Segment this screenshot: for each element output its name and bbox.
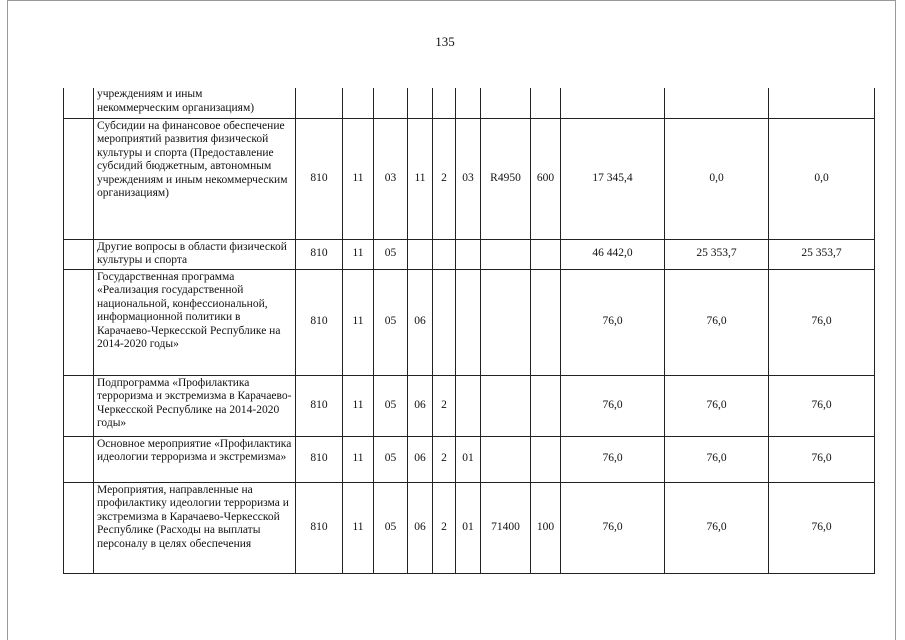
cell-c6 bbox=[456, 375, 481, 436]
row-index-cell bbox=[64, 118, 94, 239]
cell-v2: 76,0 bbox=[665, 482, 769, 573]
cell-c7 bbox=[481, 239, 531, 269]
table-row bbox=[64, 239, 875, 269]
cell-c5 bbox=[433, 239, 456, 269]
cell-c2: 11 bbox=[343, 269, 374, 375]
cell-v2: 25 353,7 bbox=[665, 239, 769, 269]
cell-c5: 2 bbox=[433, 482, 456, 573]
cell-c8 bbox=[531, 436, 561, 482]
row-index-cell bbox=[64, 239, 94, 269]
cell-c5: 2 bbox=[433, 118, 456, 239]
row-index-cell bbox=[64, 375, 94, 436]
cell-c7 bbox=[481, 269, 531, 375]
cell-c3: 05 bbox=[374, 482, 408, 573]
table-row bbox=[64, 88, 875, 118]
cell-c8 bbox=[531, 88, 561, 118]
cell-c1: 810 bbox=[296, 118, 343, 239]
cell-c7 bbox=[481, 88, 531, 118]
cell-v2: 76,0 bbox=[665, 436, 769, 482]
budget-table bbox=[63, 88, 875, 574]
table-row bbox=[64, 482, 875, 573]
cell-c2: 11 bbox=[343, 239, 374, 269]
cell-c1: 810 bbox=[296, 436, 343, 482]
cell-c5 bbox=[433, 88, 456, 118]
row-description: Государственная программа «Реализация государственной национальной, конфессиональной, информационной политики в Карачаево-Черкесской Республике на 2014-2020 годы» bbox=[94, 269, 296, 375]
cell-v1: 76,0 bbox=[561, 482, 665, 573]
cell-c6 bbox=[456, 239, 481, 269]
cell-c6: 03 bbox=[456, 118, 481, 239]
cell-c3: 03 bbox=[374, 118, 408, 239]
cell-v3: 25 353,7 bbox=[769, 239, 875, 269]
row-description: Подпрограмма «Профилактика терроризма и экстремизма в Карачаево-Черкесской Республике на 2014-2020 годы» bbox=[94, 375, 296, 436]
cell-c7: R4950 bbox=[481, 118, 531, 239]
cell-v3: 76,0 bbox=[769, 375, 875, 436]
cell-v2: 0,0 bbox=[665, 118, 769, 239]
cell-c4: 11 bbox=[408, 118, 433, 239]
cell-v1: 76,0 bbox=[561, 269, 665, 375]
cell-c3: 05 bbox=[374, 269, 408, 375]
cell-v1: 76,0 bbox=[561, 375, 665, 436]
cell-c3: 05 bbox=[374, 239, 408, 269]
cell-c8 bbox=[531, 269, 561, 375]
cell-c1: 810 bbox=[296, 482, 343, 573]
cell-c3: 05 bbox=[374, 436, 408, 482]
cell-c8: 100 bbox=[531, 482, 561, 573]
row-index-cell bbox=[64, 436, 94, 482]
row-description: учреждениям и иным некоммерческим организациям) bbox=[94, 88, 296, 118]
cell-c5 bbox=[433, 269, 456, 375]
cell-c2 bbox=[343, 88, 374, 118]
cell-c2: 11 bbox=[343, 375, 374, 436]
cell-v3: 0,0 bbox=[769, 118, 875, 239]
cell-v2: 76,0 bbox=[665, 269, 769, 375]
cell-c7: 71400 bbox=[481, 482, 531, 573]
cell-c3: 05 bbox=[374, 375, 408, 436]
table-row bbox=[64, 269, 875, 375]
cell-c6: 01 bbox=[456, 482, 481, 573]
cell-c6 bbox=[456, 269, 481, 375]
page-top-edge bbox=[7, 0, 896, 1]
cell-c6: 01 bbox=[456, 436, 481, 482]
cell-c4: 06 bbox=[408, 482, 433, 573]
cell-c2: 11 bbox=[343, 482, 374, 573]
row-index-cell bbox=[64, 482, 94, 573]
cell-c3 bbox=[374, 88, 408, 118]
row-index-cell bbox=[64, 88, 94, 118]
page-number: 135 bbox=[435, 34, 455, 49]
row-description: Субсидии на финансовое обеспечение мероприятий развития физической культуры и спорта (Предоставление субсидий бюджетным, автономным учреждениям и иным некоммерческим организациям) bbox=[94, 118, 296, 239]
table-row bbox=[64, 118, 875, 239]
cell-c4: 06 bbox=[408, 269, 433, 375]
cell-c4 bbox=[408, 239, 433, 269]
cell-c4: 06 bbox=[408, 375, 433, 436]
cell-v3 bbox=[769, 88, 875, 118]
cell-c7 bbox=[481, 375, 531, 436]
cell-c5: 2 bbox=[433, 436, 456, 482]
row-description: Мероприятия, направленные на профилактику идеологии терроризма и экстремизма в Карачаево-Черкесской Республике (Расходы на выплаты персоналу в целях обеспечения bbox=[94, 482, 296, 573]
cell-c4 bbox=[408, 88, 433, 118]
cell-c4: 06 bbox=[408, 436, 433, 482]
table-body bbox=[64, 88, 875, 573]
cell-c1 bbox=[296, 88, 343, 118]
cell-v3: 76,0 bbox=[769, 269, 875, 375]
cell-c8 bbox=[531, 375, 561, 436]
cell-c7 bbox=[481, 436, 531, 482]
cell-c1: 810 bbox=[296, 239, 343, 269]
page-right-edge bbox=[895, 0, 896, 640]
cell-v1 bbox=[561, 88, 665, 118]
table-row bbox=[64, 375, 875, 436]
cell-c1: 810 bbox=[296, 269, 343, 375]
cell-c2: 11 bbox=[343, 118, 374, 239]
cell-v1: 46 442,0 bbox=[561, 239, 665, 269]
cell-v2: 76,0 bbox=[665, 375, 769, 436]
cell-v1: 17 345,4 bbox=[561, 118, 665, 239]
row-description: Основное мероприятие «Профилактика идеологии терроризма и экстремизма» bbox=[94, 436, 296, 482]
cell-c5: 2 bbox=[433, 375, 456, 436]
page-left-edge bbox=[7, 0, 8, 640]
cell-v3: 76,0 bbox=[769, 482, 875, 573]
cell-c6 bbox=[456, 88, 481, 118]
cell-c2: 11 bbox=[343, 436, 374, 482]
cell-c8 bbox=[531, 239, 561, 269]
row-index-cell bbox=[64, 269, 94, 375]
cell-v2 bbox=[665, 88, 769, 118]
table-row bbox=[64, 436, 875, 482]
cell-v1: 76,0 bbox=[561, 436, 665, 482]
row-description: Другие вопросы в области физической культуры и спорта bbox=[94, 239, 296, 269]
cell-v3: 76,0 bbox=[769, 436, 875, 482]
cell-c1: 810 bbox=[296, 375, 343, 436]
cell-c8: 600 bbox=[531, 118, 561, 239]
